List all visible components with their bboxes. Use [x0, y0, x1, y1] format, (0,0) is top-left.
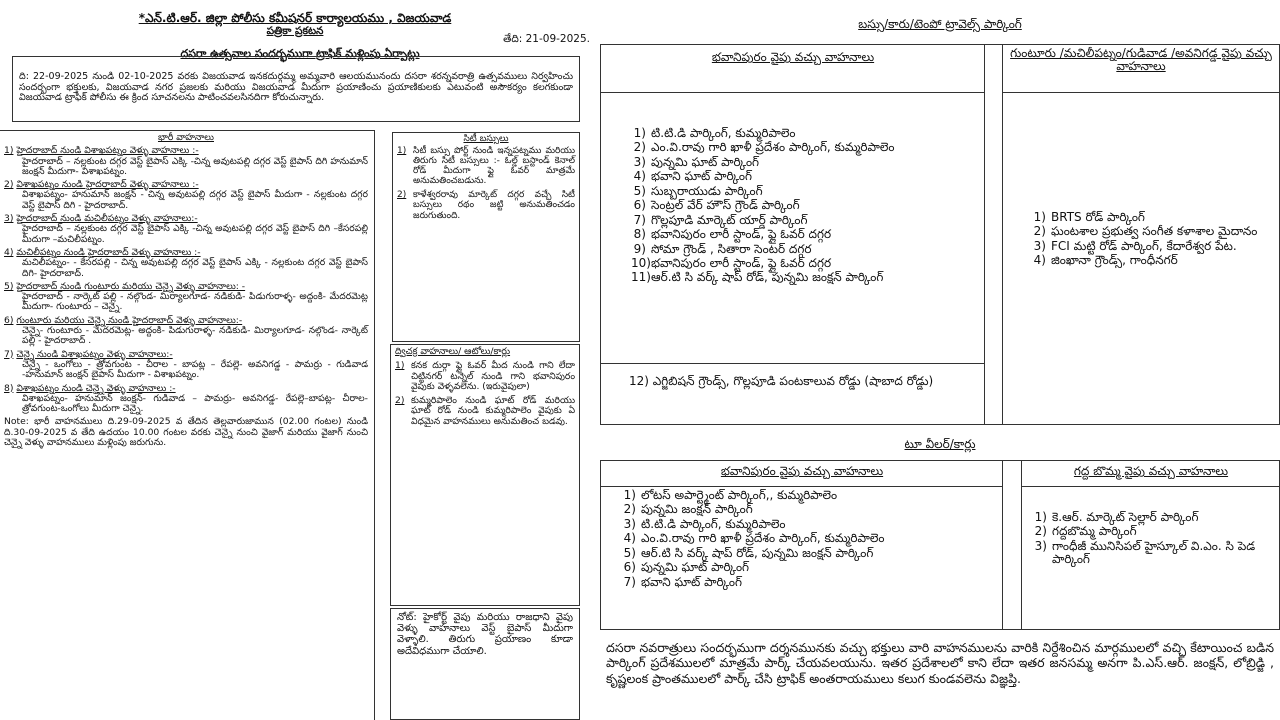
two-wheeler-gaddabomma-number: 1) — [1034, 510, 1047, 524]
two-wheeler-bhavanipuram-text: ఆర్.టి సి వర్క్ షాప్ రోడ్, పున్నమి జంక్షన్ పార్కింగ్ — [641, 545, 874, 560]
city-buses-heading: సిటీ బస్సులు — [463, 134, 509, 144]
bus-parking-bhavanipuram-text: ఆర్.టి సి వర్క్ షాప్ రోడ్, పున్నమి జంక్షన్ పార్కింగ్ — [651, 270, 884, 285]
bus-parking-guntur-text: FCI మట్టి రోడ్ పార్కింగ్, కేదారేశ్వర పేట. — [1051, 238, 1237, 253]
bus-parking-bhavanipuram-number: 10) — [631, 255, 651, 270]
two-wheeler-bhavanipuram-item — [621, 489, 1003, 502]
bus-parking-bhavanipuram-item — [631, 214, 985, 227]
heavy-vehicles-note: Note: భారీ వాహనములు ది.29-09-2025 వ తేదిన తెల్లవారుజామున (02.00 గంటల) నుండి ది.30-09-2025 వ తేది ఉదయం 10.00 గంటల వరకు చెన్నై నుంచి వైజాగ్ మరియు వైజాగ్ నుంచి చెన్నై వెళ్ళు వాహనములు మళ్లింపు జరుగును. — [4, 416, 368, 449]
bus-parking-bhavanipuram-number: 2) — [633, 140, 646, 155]
bus-parking-bhavanipuram-number: 4) — [633, 169, 646, 184]
heavy-route-body: చెన్నై - ఒంగోలు - త్రోవగుంట - చీరాల - బాపట్ల – రేపల్లె- అవనిగడ్డ - పామర్రు - గుడివాడ -హనుమాన్ జంక్షన్ బైపాస్ మీదుగా - విశాఖపట్నం. — [22, 358, 368, 381]
bus-parking-bhavanipuram-item — [631, 156, 985, 169]
bus-parking-table — [600, 44, 1280, 425]
heavy-route-number: 1) — [4, 145, 14, 157]
two-wheeler-bhavanipuram-item — [621, 547, 1003, 560]
two-wheeler-gaddabomma-item — [1032, 525, 1280, 538]
bus-parking-guntur-column — [1003, 45, 1279, 424]
two-wheeler-gaddabomma-list — [1022, 511, 1280, 568]
city-buses-list — [397, 146, 575, 221]
two-wheeler-parking-title: టూ వీలర్/కార్లు — [904, 437, 976, 451]
bus-parking-bhavanipuram-item — [631, 170, 985, 183]
two-wheeler-bhavanipuram-text: టి.టి.డి పార్కింగ్, కుమ్మరిపాలెం — [641, 516, 786, 531]
two-wheeler-auto-number: 2) — [395, 395, 405, 407]
two-wheeler-gaddabomma-column — [1021, 461, 1279, 629]
bus-parking-bhavanipuram-text: సోమా గ్రౌండ్ , సితారా సెంటర్ దగ్గర — [651, 241, 812, 256]
two-wheeler-bhavanipuram-number: 7) — [623, 574, 636, 589]
two-wheeler-auto-number: 1) — [395, 360, 405, 372]
bus-parking-bhavanipuram-text: సుబ్బరాయుడు పార్కింగ్ — [651, 183, 763, 198]
heavy-route-heading: చెన్నై నుండి విశాఖపట్నం వెళ్ళు వాహనాలు:- — [16, 348, 173, 360]
bus-parking-bhavanipuram-text: సెంట్రల్ వేర్ హౌస్ గ్రౌండ్ పార్కింగ్ — [651, 198, 800, 213]
bus-parking-bhavanipuram-number: 8) — [633, 227, 646, 242]
bus-parking-guntur-number: 4) — [1033, 253, 1046, 268]
bus-parking-bhavanipuram-item — [631, 243, 985, 256]
two-wheeler-bhavanipuram-text: భవాని ఘాట్ పార్కింగ్ — [641, 574, 742, 589]
two-wheeler-bhavanipuram-column — [601, 461, 1003, 629]
bus-parking-guntur-text: BRTS రోడ్ పార్కింగ్ — [1051, 210, 1145, 224]
bus-parking-bhavanipuram-heading: భవానిపురం వైపు వచ్చు వాహనాలు — [601, 45, 985, 93]
heavy-route-item — [4, 350, 368, 381]
bypass-note: నోట్: హైకోర్ట్ వైపు మరియు రాజధాని వైపు వెళ్ళు వాహనాలు వెస్ట్ బైపాస్ మీదుగా వెళ్ళాలి. తిరుగు ప్రయాణం కూడా అదేవిధముగా చేయాలి. — [390, 608, 580, 720]
heavy-routes-list — [4, 146, 368, 414]
bus-parking-bhavanipuram-text: ఎం.వి.రావు గారి ఖాళీ ప్రదేశం పార్కింగ్, కుమ్మరిపాలెం — [651, 140, 895, 155]
closing-appeal: దసరా నవరాత్రులు సందర్భముగా దర్శనమునకు వచ్చు భక్తులు వారి వాహనములను వారికి నిర్దేశించిన మార్గములలో వచ్చి కేటాయించ బడిన పార్కింగ్ ప్రదేశములలో మాత్రమే పార్క్ చేయవలయును. ఇతర ప్రదేశాలలో కాని లేదా ఇతర జనసమ్మ అనగా పి.ఎస్.ఆర్. జంక్షన్, లోబ్రిడ్జి , కృష్ణలంక ప్రాంతములలో పార్క్ చేసి ట్రాఫిక్ అంతరాయములు కలుగ కుండవలెను విజ్ఞప్తి. — [606, 640, 1274, 686]
two-wheeler-auto-text: కుమ్మరిపాలెం నుండి ఘాట్ రోడ్ మరియు ఘాట్ రోడ్ నుండి కుమ్మరిపాలెం వైపుకు ఏ విధమైన వాహనములు అనుమతించ బడవు. — [411, 395, 575, 427]
two-wheeler-bhavanipuram-number: 4) — [623, 531, 636, 546]
bus-parking-bhavanipuram-item — [631, 271, 985, 284]
city-bus-number: 2) — [397, 190, 407, 201]
two-wheeler-bhavanipuram-text: లోటస్ అపార్ట్మెంట్ పార్కింగ్,, కుమ్మరిపాలెం — [641, 488, 838, 502]
bus-parking-bhavanipuram-text: పున్నమి ఘాట్ పార్కింగ్ — [651, 154, 760, 169]
two-wheeler-gaddabomma-text: గద్దబొమ్మ పార్కింగ్ — [1052, 524, 1137, 539]
heavy-route-body: హైదరాబాద్ – నల్లకుంట దగ్గర వెస్ట్ బైపాస్ ఎక్కి -చిన్న అవుటపల్లి దగ్గర వెస్ట్ బైపాస్ దిగి హనుమాన్ జంక్షన్ మీదుగా- విశాఖపట్నం. — [22, 155, 368, 177]
bus-parking-bhavanipuram-item — [631, 257, 985, 270]
two-wheeler-bhavanipuram-number: 1) — [623, 488, 636, 502]
city-bus-text: సిటీ బస్సు పోర్ట్ నుండి ఇన్నపట్నము మరియు తిరుగు సిటీ బస్సులు :- ఓల్డ్ బస్టాండ్ కెనాల్ రోడ్ మీదుగా ఫ్లై ఓవర్ మాత్రమే అనుమతించబడును. — [413, 146, 575, 187]
heavy-route-number: 3) — [4, 213, 14, 225]
two-wheeler-auto-section — [390, 344, 580, 606]
bus-parking-bhavanipuram-text: గొల్లపూడి మార్కెట్ యార్డ్ పార్కింగ్ — [651, 212, 808, 227]
heavy-route-item — [4, 248, 368, 279]
two-wheeler-bhavanipuram-text: ఎం.వి.రావు గారి ఖాళీ ప్రదేశం పార్కింగ్, కుమ్మరిపాలెం — [641, 531, 885, 546]
two-wheeler-bhavanipuram-text: పున్నమి జంక్షన్ పార్కింగ్ — [641, 502, 753, 517]
two-wheeler-bhavanipuram-item — [621, 561, 1003, 574]
heavy-route-body: చెన్నై- గుంటూరు - మేదరమెట్ల- అద్దంకి- పిడుగురాళ్ళ- నడికుడి- మిర్యాలగూడ- నల్గొండ- నార్కెట్ పల్లి - హైదరాబాద్ . — [22, 325, 368, 347]
two-wheeler-parking-table — [600, 460, 1280, 630]
heavy-route-item — [4, 214, 368, 245]
bus-parking-guntur-number: 3) — [1033, 238, 1046, 253]
heavy-route-heading: గుంటూరు మరియు చెన్నై నుండి హైదరాబాద్ వెళ్ళు వాహనాలు:- — [16, 314, 243, 326]
office-title: *ఎన్.టి.ఆర్. జిల్లా పోలీసు కమీషనర్ కార్యాలయము , విజయవాడ — [138, 11, 452, 25]
two-wheeler-auto-item — [395, 396, 575, 427]
heavy-route-item — [4, 384, 368, 415]
two-wheeler-auto-item — [395, 361, 575, 392]
bus-parking-bhavanipuram-number: 9) — [633, 241, 646, 256]
two-wheeler-auto-heading: ద్విచక్ర వాహనాలు/ ఆటోలు/కార్లు — [395, 346, 511, 357]
document-heading: దసరా ఉత్సవాల సందర్భముగా ట్రాఫిక్ మళ్లింపు ఏర్పాట్లు — [180, 47, 420, 60]
heavy-route-body: విశాఖపట్నం- హనుమాన్ జంక్షన్- గుడివాడ – పామర్రు- అవనిగడ్డ- రేపల్లె–బాపట్ల- చీరాల- త్రోవగుంట-ఒంగోలు మీదుగా చెన్నై. — [22, 392, 368, 415]
bus-parking-bhavanipuram-text: భవానిపురం లారీ స్టాండ్, ఫ్లై ఓవర్ దగ్గర — [651, 227, 832, 242]
bus-parking-guntur-text: ఘంటశాల ప్రభుత్వ సంగీత కళాశాల మైదానం — [1051, 224, 1258, 239]
two-wheeler-auto-text: కనక దుర్గా ఫ్లై ఓవర్ మీద నుండి గాని లేదా చిట్టినగర్ టన్నెల్ నుండి గాని భవానిపురం వైపుకు వెళ్ళవలెను. (ఇరువైపులా) — [411, 360, 575, 392]
heavy-route-number: 7) — [4, 348, 14, 360]
intro-box — [12, 56, 580, 122]
bus-parking-bhavanipuram-text: భవానిపురం లారీ స్టాండ్, ఫ్లై ఓవర్ దగ్గర — [651, 255, 832, 270]
heavy-route-heading: విశాఖపట్నం నుండి హైదరాబాద్ వెళ్ళు వాహనాలు :- — [16, 179, 199, 191]
two-wheeler-bhavanipuram-number: 3) — [623, 516, 636, 531]
heavy-route-heading: హైదరాబాద్ నుండి గుంటూరు మరియు చెన్నై వెళ్ళు వాహనాలు: - — [16, 280, 246, 292]
bus-parking-guntur-item — [1031, 211, 1279, 224]
heavy-route-body: విశాఖపట్నం- హనుమాన్ జంక్షన్ - చిన్న అవుటపల్లి దగ్గర వెస్ట్ బైపాస్ మీదుగా - నల్లకుంట దగ్గర వెస్ట్ బైపాస్ దిగి - హైదరాబాద్. — [22, 189, 368, 211]
bus-parking-guntur-item — [1031, 254, 1279, 267]
heavy-route-item — [4, 282, 368, 313]
heavy-route-heading: విశాఖపట్నం నుండి చెన్నై వెళ్ళు వాహనాలు :- — [16, 382, 176, 394]
bus-parking-guntur-item — [1031, 225, 1279, 238]
bus-parking-guntur-text: జింఖానా గ్రౌండ్స్, గాంధీనగర్ — [1051, 253, 1178, 268]
heavy-route-number: 5) — [4, 280, 14, 292]
heavy-route-number: 2) — [4, 179, 14, 191]
release-date: తేది: 21-09-2025. — [503, 33, 590, 45]
city-bus-number: 1) — [397, 146, 407, 157]
heavy-route-item — [4, 316, 368, 347]
bus-parking-bhavanipuram-item — [631, 127, 985, 140]
bus-parking-divider — [601, 363, 985, 364]
bus-parking-bhavanipuram-item — [631, 228, 985, 241]
heavy-vehicles-heading: భారీ వాహనాలు — [157, 132, 214, 143]
column-gap — [1003, 461, 1021, 629]
two-wheeler-gaddabomma-item — [1032, 540, 1280, 567]
two-wheeler-gaddabomma-item — [1032, 511, 1280, 524]
city-bus-item — [397, 146, 575, 186]
bus-parking-bhavanipuram-number: 7) — [633, 212, 646, 227]
two-wheeler-bhavanipuram-list — [601, 489, 1003, 590]
heavy-route-body: మచిలీపట్నం- - కేసరపల్లి - చిన్న అవుటపల్లి దగ్గర వెస్ట్ బైపాస్ ఎక్కి - నల్లకుంట దగ్గర వెస్ట్ బైపాస్ దిగి- హైదరాబాద్. — [22, 257, 368, 279]
bus-parking-bhavanipuram-item — [631, 199, 985, 212]
two-wheeler-bhavanipuram-item — [621, 518, 1003, 531]
heavy-route-number: 6) — [4, 314, 14, 326]
heavy-route-body: హైదరాబాద్ - నార్కెట్ పల్లి - నల్గొండ- మిర్యాలగూడ- నడికుడి- పిడుగురాళ్ళ- అద్దంకి- మేదరమెట్ల మీదుగా- గుంటూరు – చెన్నై. — [22, 291, 368, 313]
heavy-route-heading: హైదరాబాద్ నుండి మచిలీపట్నం వెళ్ళు వాహనాలు:- — [16, 213, 198, 225]
two-wheeler-gaddabomma-number: 3) — [1034, 538, 1047, 553]
bus-parking-bhavanipuram-text: భవాని ఘాట్ పార్కింగ్ — [651, 169, 752, 184]
heavy-route-heading: మచిలీపట్నం నుండి హైదరాబాద్ వెళ్ళు వాహనాలు :- — [16, 246, 201, 258]
heavy-route-heading: హైదరాబాద్ నుండి విశాఖపట్నం వెళ్ళు వాహనాలు :- — [16, 145, 199, 157]
two-wheeler-bhavanipuram-item — [621, 532, 1003, 545]
heavy-route-item — [4, 180, 368, 211]
bus-parking-bhavanipuram-number: 6) — [633, 198, 646, 213]
two-wheeler-bhavanipuram-number: 6) — [623, 560, 636, 575]
press-release-label: పత్రికా ప్రకటన — [266, 25, 324, 37]
bus-parking-bhavanipuram-number: 5) — [633, 183, 646, 198]
two-wheeler-bhavanipuram-number: 5) — [623, 545, 636, 560]
two-wheeler-gaddabomma-text: గాంధీజీ మునిసిపల్ హైస్కూల్ వి.ఎం. సి పెడ పార్కింగ్ — [1052, 538, 1256, 567]
intro-text: ది: 22-09-2025 నుండి 02-10-2025 వరకు విజయవాడ ఇనకదుర్గమ్మ అమ్మవారి ఆలయమునందు దసరా శరన్నవరాత్రి ఉత్సవములు నిర్వహించు సందర్భంగా భక్తులకు, విజయవాడ నగర ప్రజలకు మరియు విజయవాడ మీదుగా ప్రయాణించు ప్రయాణికులకు ఎటువంటి అసౌకర్యం కలగకుండా విజయవాడ ట్రాఫిక్ పోలీసు ఈ క్రింద సూచనలను పాటించవలసినదిగా కోరుచున్నారు. — [19, 71, 573, 104]
two-wheeler-auto-list — [395, 361, 575, 427]
bus-parking-bhavanipuram-number: 3) — [633, 154, 646, 169]
city-buses-section — [392, 132, 580, 342]
bus-parking-exhibition-item: 12) ఎగ్జిబిషన్ గ్రౌండ్స్, గొల్లపూడి పంటకాలువ రోడ్డు (షాబాద రోడ్డు) — [629, 374, 934, 388]
heavy-route-number: 8) — [4, 382, 14, 394]
bus-parking-title: బస్సు/కారు/టెంపో ట్రావెల్స్ పార్కింగ్ — [858, 17, 1022, 31]
two-wheeler-bhavanipuram-heading: భవానిపురం వైపు వచ్చు వాహనాలు — [601, 461, 1003, 487]
heavy-route-item — [4, 146, 368, 177]
two-wheeler-gaddabomma-text: కె.ఆర్. మార్కెట్ సెల్లార్ పార్కింగ్ — [1052, 510, 1199, 524]
heavy-vehicles-section — [0, 130, 375, 720]
bus-parking-guntur-number: 1) — [1033, 210, 1046, 224]
two-wheeler-gaddabomma-number: 2) — [1034, 524, 1047, 539]
bus-parking-bhavanipuram-text: టి.టి.డి పార్కింగ్, కుమ్మరిపాలెం — [651, 126, 796, 140]
two-wheeler-bhavanipuram-number: 2) — [623, 502, 636, 517]
bus-parking-guntur-item — [1031, 240, 1279, 253]
bus-parking-bhavanipuram-item — [631, 185, 985, 198]
bus-parking-bhavanipuram-number: 1) — [633, 126, 646, 140]
bus-parking-guntur-number: 2) — [1033, 224, 1046, 239]
bus-parking-bhavanipuram-item — [631, 141, 985, 154]
bus-parking-guntur-list — [1003, 211, 1279, 269]
city-bus-item — [397, 190, 575, 220]
bus-parking-bhavanipuram-list — [601, 127, 985, 286]
two-wheeler-bhavanipuram-item — [621, 576, 1003, 589]
column-gap — [985, 45, 1003, 424]
heavy-route-number: 4) — [4, 246, 14, 258]
heavy-route-body: హైదరాబాద్ – నల్లకుంట దగ్గర వెస్ట్ బైపాస్ ఎక్కి -చిన్న అవుటపల్లి దగ్గర వెస్ట్ బైపాస్ దిగి –కేసరపల్లి మీదుగా –మచిలీపట్నం. — [22, 223, 368, 245]
two-wheeler-bhavanipuram-text: పున్నమి ఘాట్ పార్కింగ్ — [641, 560, 750, 575]
city-bus-text: కాళేశ్వరరావు మార్కెట్ దగ్గర వచ్చే సిటీ బస్సులు రథం జట్టి అనుమతించడం జరుగుతుంది. — [413, 190, 575, 221]
two-wheeler-bhavanipuram-item — [621, 503, 1003, 516]
bus-parking-guntur-heading: గుంటూరు /మచిలీపట్నం/గుడివాడ /అవనిగడ్డ వైపు వచ్చు వాహనాలు — [1003, 45, 1279, 93]
two-wheeler-gaddabomma-heading: గద్ద బొమ్మ వైపు వచ్చు వాహనాలు — [1022, 461, 1280, 487]
bus-parking-bhavanipuram-number: 11) — [631, 270, 651, 285]
bus-parking-bhavanipuram-column — [601, 45, 985, 424]
